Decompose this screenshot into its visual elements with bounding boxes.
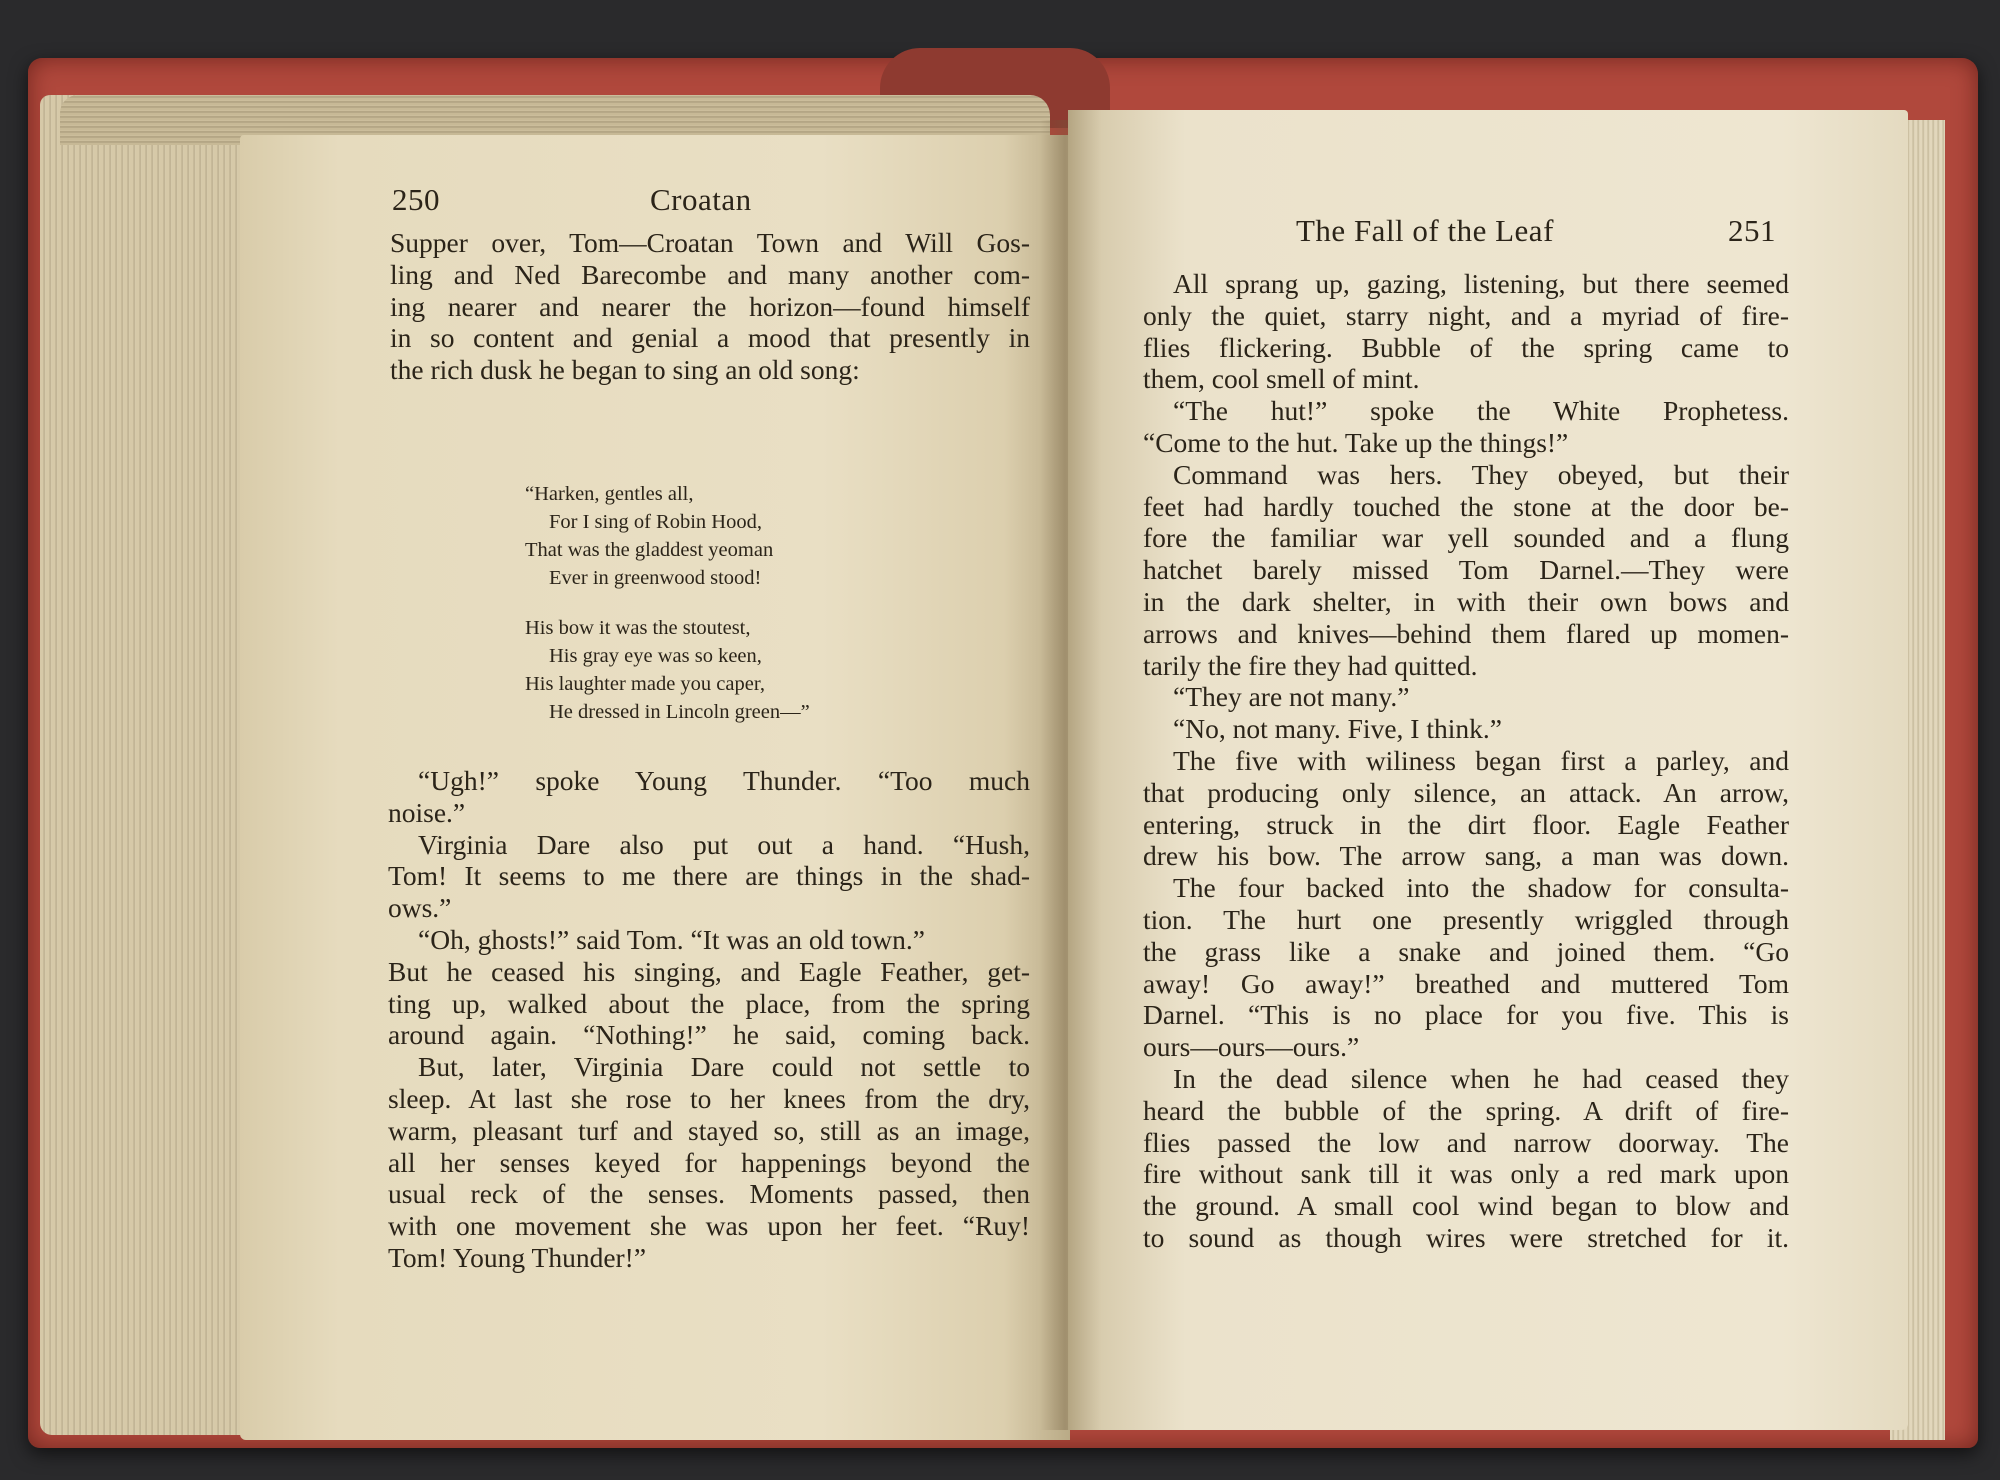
text-line: usual reck of the senses. Moments passed, then: [388, 1178, 1030, 1210]
text-line: noise.”: [388, 796, 466, 828]
right-page-text: [1143, 268, 1789, 1254]
page-edges-left: [40, 95, 260, 1435]
text-line: ows.”: [388, 892, 452, 924]
poem-stanza-1: [525, 480, 810, 592]
poem-line: His bow it was the stoutest,: [525, 617, 751, 639]
text-line: Darnel. “This is no place for you five. This is: [1143, 999, 1789, 1031]
poem-line: His laughter made you caper,: [525, 673, 765, 695]
text-line: Virginia Dare also put out a hand. “Hush,: [418, 828, 1030, 860]
left-page: [240, 135, 1070, 1440]
text-line: arrows and knives—behind them flared up momen-: [1143, 617, 1789, 649]
text-line: flies passed the low and narrow doorway. The: [1143, 1126, 1789, 1158]
text-line: tarily the fire they had quitted.: [1143, 649, 1478, 681]
text-line: “Ugh!” spoke Young Thunder. “Too much: [418, 765, 1030, 796]
text-line: around again. “Nothing!” he said, coming back.: [388, 1019, 1030, 1051]
text-line: in so content and genial a mood that presently in: [390, 322, 1030, 354]
poem: [525, 480, 810, 748]
text-line: All sprang up, gazing, listening, but there seemed: [1173, 268, 1789, 299]
text-line: But he ceased his singing, and Eagle Feather, get-: [388, 955, 1030, 987]
text-line: to sound as though wires were stretched for it.: [1143, 1221, 1789, 1253]
poem-line: His gray eye was so keen,: [549, 645, 762, 667]
left-intro-text: [390, 227, 1030, 386]
text-line: them, cool smell of mint.: [1143, 363, 1420, 395]
right-running-head: The Fall of the Leaf: [1296, 213, 1554, 248]
text-line: The five with wiliness began first a parley, and: [1173, 744, 1789, 776]
text-line: the grass like a snake and joined them. “Go: [1143, 935, 1789, 967]
poem-line: “Harken, gentles all,: [525, 483, 694, 505]
left-continuation-text: [388, 765, 1030, 1274]
left-page-number: 250: [392, 182, 440, 217]
text-line: The four backed into the shadow for consulta-: [1173, 872, 1789, 904]
text-line: ting up, walked about the place, from the spring: [388, 987, 1030, 1019]
text-line: Tom! Young Thunder!”: [388, 1241, 647, 1273]
text-line: that producing only silence, an attack. An arrow,: [1143, 776, 1789, 808]
text-line: only the quiet, starry night, and a myriad of fire-: [1143, 299, 1789, 331]
text-line: away! Go away!” breathed and muttered Tom: [1143, 967, 1789, 999]
text-line: with one movement she was upon her feet. “Ruy!: [388, 1210, 1030, 1242]
text-line: in the dark shelter, in with their own bows and: [1143, 585, 1789, 617]
text-line: “Oh, ghosts!” said Tom. “It was an old town.”: [418, 923, 925, 955]
poem-stanza-2: [525, 614, 810, 726]
text-line: tion. The hurt one presently wriggled through: [1143, 903, 1789, 935]
text-line: “No, not many. Five, I think.”: [1173, 713, 1502, 745]
poem-line: For I sing of Robin Hood,: [549, 511, 762, 533]
text-line: Supper over, Tom—Croatan Town and Will Gos-: [390, 227, 1030, 258]
text-line: all her senses keyed for happenings beyond the: [388, 1146, 1030, 1178]
text-line: ing nearer and nearer the horizon—found himself: [390, 290, 1030, 322]
text-line: entering, struck in the dirt floor. Eagle Feather: [1143, 808, 1789, 840]
text-line: “The hut!” spoke the White Prophetess.: [1173, 395, 1789, 427]
left-running-head: Croatan: [650, 182, 752, 217]
poem-line: That was the gladdest yeoman: [525, 539, 774, 561]
text-line: sleep. At last she rose to her knees from the dry,: [388, 1082, 1030, 1114]
text-line: hatchet barely missed Tom Darnel.—They were: [1143, 554, 1789, 586]
right-page-number: 251: [1728, 213, 1776, 248]
text-line: fire without sank till it was only a red mark upon: [1143, 1158, 1789, 1190]
text-line: the ground. A small cool wind began to blow and: [1143, 1190, 1789, 1222]
text-line: the rich dusk he began to sing an old song:: [390, 354, 860, 386]
text-line: ours—ours—ours.”: [1143, 1031, 1360, 1063]
text-line: Command was hers. They obeyed, but their: [1173, 458, 1789, 490]
text-line: But, later, Virginia Dare could not settle to: [418, 1051, 1030, 1083]
text-line: heard the bubble of the spring. A drift of fire-: [1143, 1094, 1789, 1126]
text-line: warm, pleasant turf and stayed so, still as an image,: [388, 1114, 1030, 1146]
text-line: In the dead silence when he had ceased they: [1173, 1062, 1789, 1094]
poem-line: He dressed in Lincoln green—”: [549, 701, 810, 723]
text-line: “They are not many.”: [1173, 681, 1410, 713]
text-line: “Come to the hut. Take up the things!”: [1143, 426, 1569, 458]
right-page: [1068, 110, 1908, 1430]
text-line: flies flickering. Bubble of the spring came to: [1143, 331, 1789, 363]
text-line: ling and Ned Barecombe and many another com-: [390, 258, 1030, 290]
text-line: Tom! It seems to me there are things in the shad-: [388, 860, 1030, 892]
text-line: fore the familiar war yell sounded and a flung: [1143, 522, 1789, 554]
text-line: feet had hardly touched the stone at the door be-: [1143, 490, 1789, 522]
poem-line: Ever in greenwood stood!: [549, 567, 762, 589]
text-line: drew his bow. The arrow sang, a man was down.: [1143, 840, 1789, 872]
